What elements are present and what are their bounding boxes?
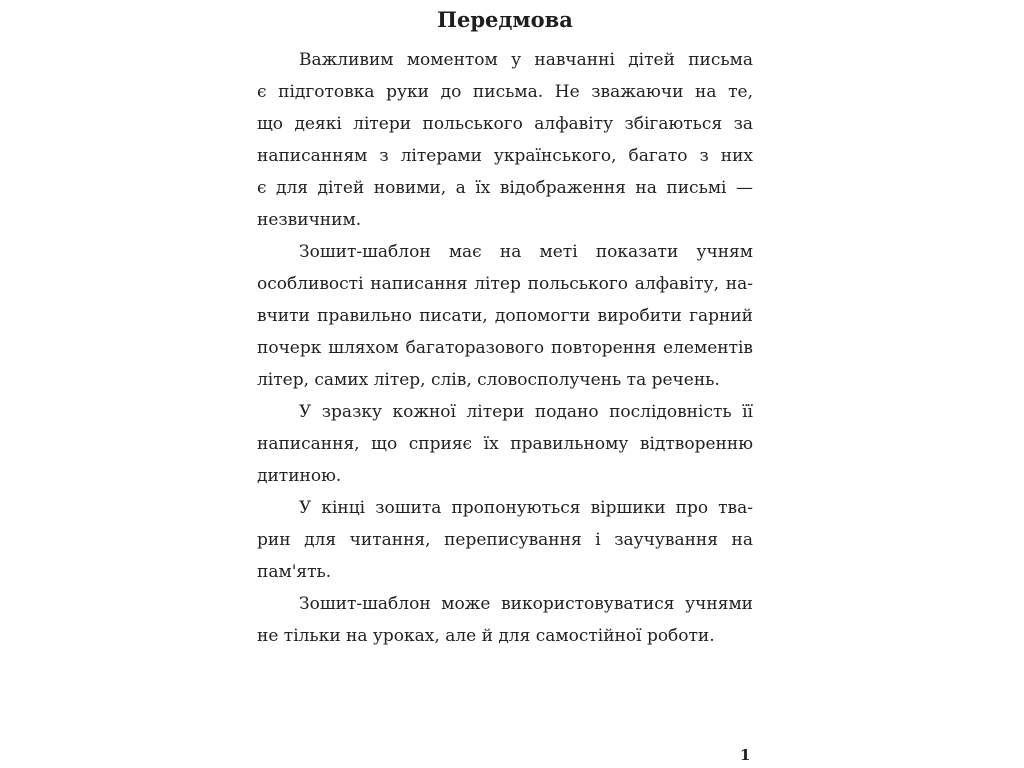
text-line: Зошит-шаблон має на меті показати учням <box>299 242 753 262</box>
text-line: написанням з літерами українського, багато з них <box>257 146 753 166</box>
text-line: що деякі літери польського алфавіту збігаються за <box>257 114 753 134</box>
text-line: не тільки на уроках, але й для самостійної роботи. <box>257 626 715 646</box>
text-line: незвичним. <box>257 210 362 230</box>
paragraphs <box>257 44 753 652</box>
text-line: У зразку кожної літери подано послідовність її <box>299 402 753 422</box>
text-line: вчити правильно писати, допомогти виробити гарний <box>257 306 753 326</box>
text-line: Важливим моментом у навчанні дітей письма <box>299 50 753 70</box>
text-line: особливості написання літер польського алфавіту, на- <box>257 274 753 294</box>
text-line: написання, що сприяє їх правильному відтворенню <box>257 434 753 454</box>
text-line: Зошит-шаблон може використовуватися учнями <box>299 594 753 614</box>
text-line: пам'ять. <box>257 562 332 582</box>
page-title: Передмова <box>437 7 573 32</box>
text-line: рин для читання, переписування і заучування на <box>257 530 753 550</box>
text-line: є підготовка руки до письма. Не зважаючи на те, <box>257 82 753 102</box>
text-line: дитиною. <box>257 466 342 486</box>
paragraph-2 <box>257 236 753 396</box>
page-number: 1 <box>740 746 751 764</box>
paragraph-4 <box>257 492 753 588</box>
paragraph-5 <box>257 588 753 652</box>
text-line: У кінці зошита пропонуються віршики про тва- <box>299 498 753 518</box>
text-line: почерк шляхом багаторазового повторення елементів <box>257 338 753 358</box>
paragraph-3 <box>257 396 753 492</box>
paragraph-1 <box>257 44 753 236</box>
text-line: є для дітей новими, а їх відображення на письмі — <box>257 178 753 198</box>
text-line: літер, самих літер, слів, словосполучень та речень. <box>257 370 720 390</box>
